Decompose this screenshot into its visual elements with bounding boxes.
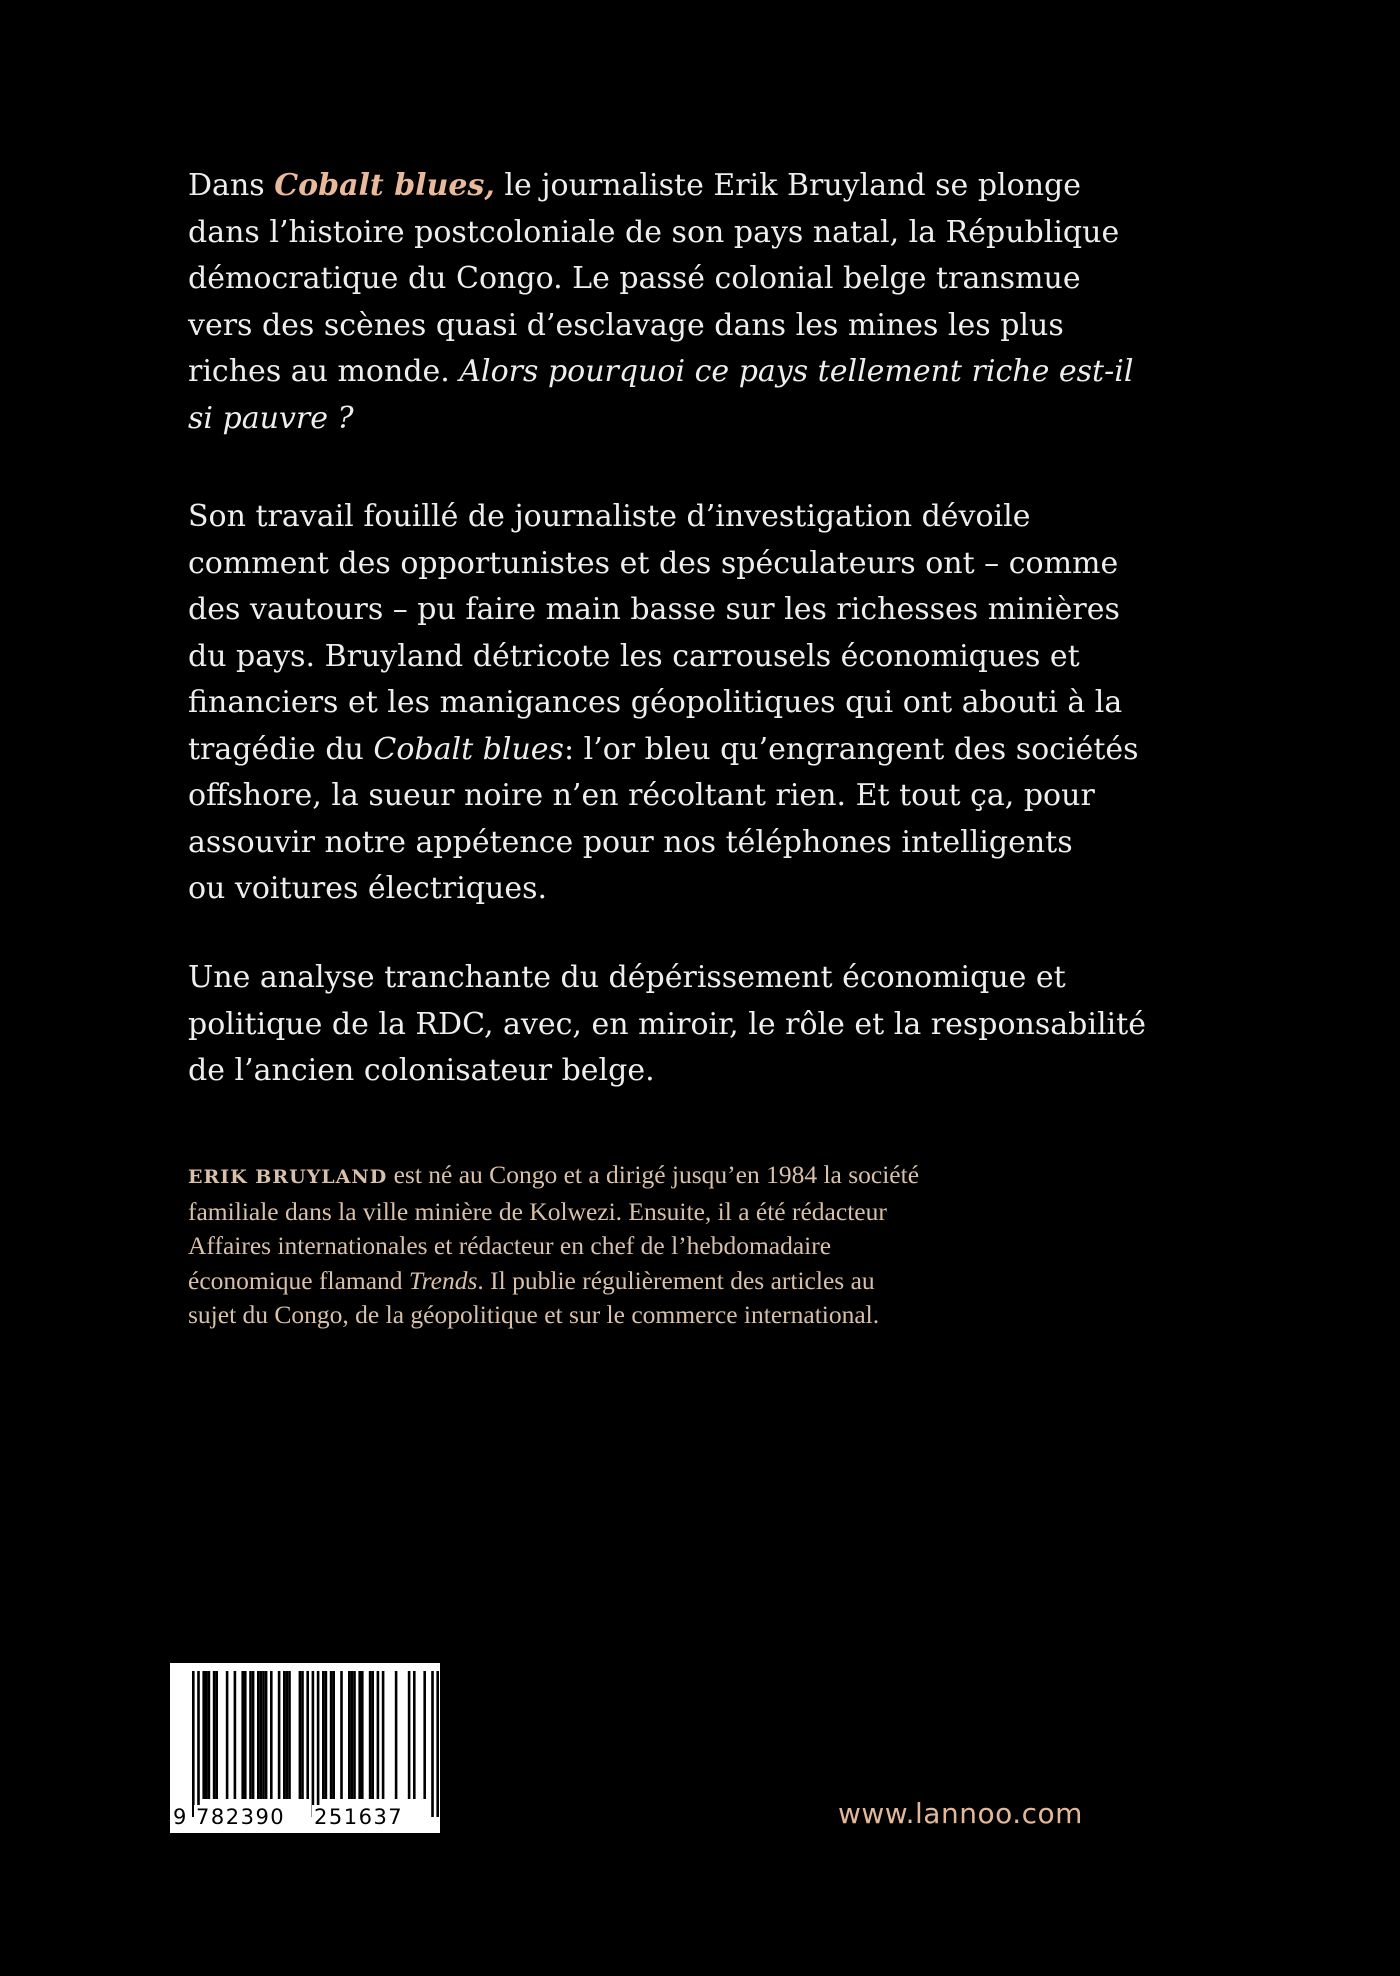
text-span: tragédie du [188,731,374,767]
text-span: économique flamand [188,1265,409,1295]
barcode-bar [325,1671,328,1799]
barcode-bar [306,1671,309,1799]
isbn-right-group: 251637 [314,1805,404,1829]
blurb-line: assouvir notre appétence pour nos téléphones intelligents [188,824,1073,860]
italic-question: Alors pourquoi ce pays tellement riche est-il [459,354,1134,389]
blurb-line: Son travail fouillé de journaliste d’investigation dévoile [188,499,1031,534]
barcode-bar [299,1671,302,1799]
blurb-line: comment des opportunistes et des spéculateurs ont – comme [188,545,1119,581]
barcode-bar [301,1671,304,1799]
blurb-line: démocratique du Congo. Le passé colonial belge transmue [188,261,1081,296]
blurb-line [188,727,1188,774]
barcode-bar [330,1671,333,1799]
isbn-left-group: 782390 [196,1805,286,1829]
blurb-line: Une analyse tranchante du dépérissement économique et [188,960,1066,995]
text-span: le journaliste Erik Bruyland se plonge [494,168,1081,203]
barcode-bar [215,1671,218,1799]
barcode-bar [257,1671,260,1799]
barcode-bar [278,1671,281,1799]
blurb-line: dans l’histoire postcoloniale de son pays natal, la République [188,214,1120,250]
barcode-bar [353,1671,356,1799]
barcode-bar [288,1671,291,1799]
blurb-line: de l’ancien colonisateur belge. [188,1053,655,1088]
barcode-bar [270,1671,273,1799]
bio-line: sujet du Congo, de la géopolitique et sur le commerce international. [188,1300,880,1329]
barcode-bar [312,1671,315,1817]
barcode-bar [208,1671,211,1799]
text-span: riches au monde. [188,354,460,389]
blurb-line: ou voitures électriques. [188,871,548,906]
bio-line: Affaires internationales et rédacteur en chef de l’hebdomadaire [188,1231,832,1260]
barcode-bar [431,1671,434,1817]
barcode-bar [197,1671,200,1817]
blurb-line: offshore, la sueur noire n’en récoltant rien. Et tout ça, pour [188,778,1095,813]
publisher-website[interactable]: www.lannoo.com [838,1797,1083,1830]
author-name: ERIK BRUYLAND [188,1166,388,1188]
text-span: Dans [188,168,275,203]
isbn-first-digit: 9 [173,1805,187,1829]
blurb-line: des vautours – pu faire main basse sur les richesses minières [188,592,1120,627]
blurb-line: vers des scènes quasi d’esclavage dans les mines les plus [188,307,1064,343]
isbn-number [170,1805,440,1829]
barcode-bar [361,1671,364,1799]
blurb-line [188,349,1188,396]
text-span: est né au Congo et a dirigé jusqu’en 1984 la société [387,1160,920,1189]
barcode-bar [413,1671,416,1799]
barcode-bar [332,1671,335,1799]
barcode-bar [317,1671,320,1817]
blurb-paragraph-3 [188,955,1188,1095]
text-span: : l’or bleu qu’engrangent des sociétés [563,731,1139,767]
barcode-bar [351,1671,354,1799]
book-title: Cobalt blues, [274,168,495,203]
bio-line [188,1158,1188,1195]
blurb-line: politique de la RDC, avec, en miroir, le rôle et la responsabilité [188,1006,1146,1042]
blurb-paragraph-1 [188,163,1188,442]
barcode-bar [395,1671,398,1799]
barcode-bar [260,1671,263,1799]
barcode-bar [371,1671,374,1799]
barcode-bar [340,1671,343,1799]
author-bio [188,1158,1188,1333]
barcode-bar [377,1671,380,1799]
barcode-bar [322,1671,325,1799]
barcode-bar [286,1671,289,1799]
barcode-bar [202,1671,205,1799]
barcode-bar [244,1671,247,1799]
barcode-bar [262,1671,265,1799]
barcode-bar [436,1671,439,1817]
blurb-line: du pays. Bruyland détricote les carrousels économiques et [188,638,1080,674]
bio-line [188,1264,1188,1299]
blurb-line: financiers et les manigances géopolitiques qui ont abouti à la [188,685,1123,720]
blurb-paragraph-2 [188,494,1188,913]
barcode-bar [369,1671,372,1799]
barcode-bar [265,1671,268,1799]
blurb-line: si pauvre ? [188,400,354,436]
barcode-bar [252,1671,255,1799]
barcode-bar [205,1671,208,1799]
isbn-barcode [170,1663,440,1833]
text-span: . Il publie régulièrement des articles au [477,1265,875,1295]
barcode-bar [408,1671,411,1799]
barcode-bar [234,1671,237,1799]
blurb-line [188,163,1188,210]
barcode-bar [241,1671,244,1799]
barcode-bar [382,1671,385,1799]
barcode-bar [226,1671,229,1799]
barcode-bar [358,1671,361,1799]
italic-title: Cobalt blues [373,731,564,767]
barcode-bar [423,1671,426,1799]
barcode-bar [283,1671,286,1799]
barcode-bar [213,1671,216,1799]
barcode-bar [249,1671,252,1799]
barcode-bar [348,1671,351,1799]
bio-line: familiale dans la ville minière de Kolwezi. Ensuite, il a été rédacteur [188,1196,887,1226]
barcode-bar [192,1671,195,1817]
magazine-title: Trends [408,1265,478,1295]
